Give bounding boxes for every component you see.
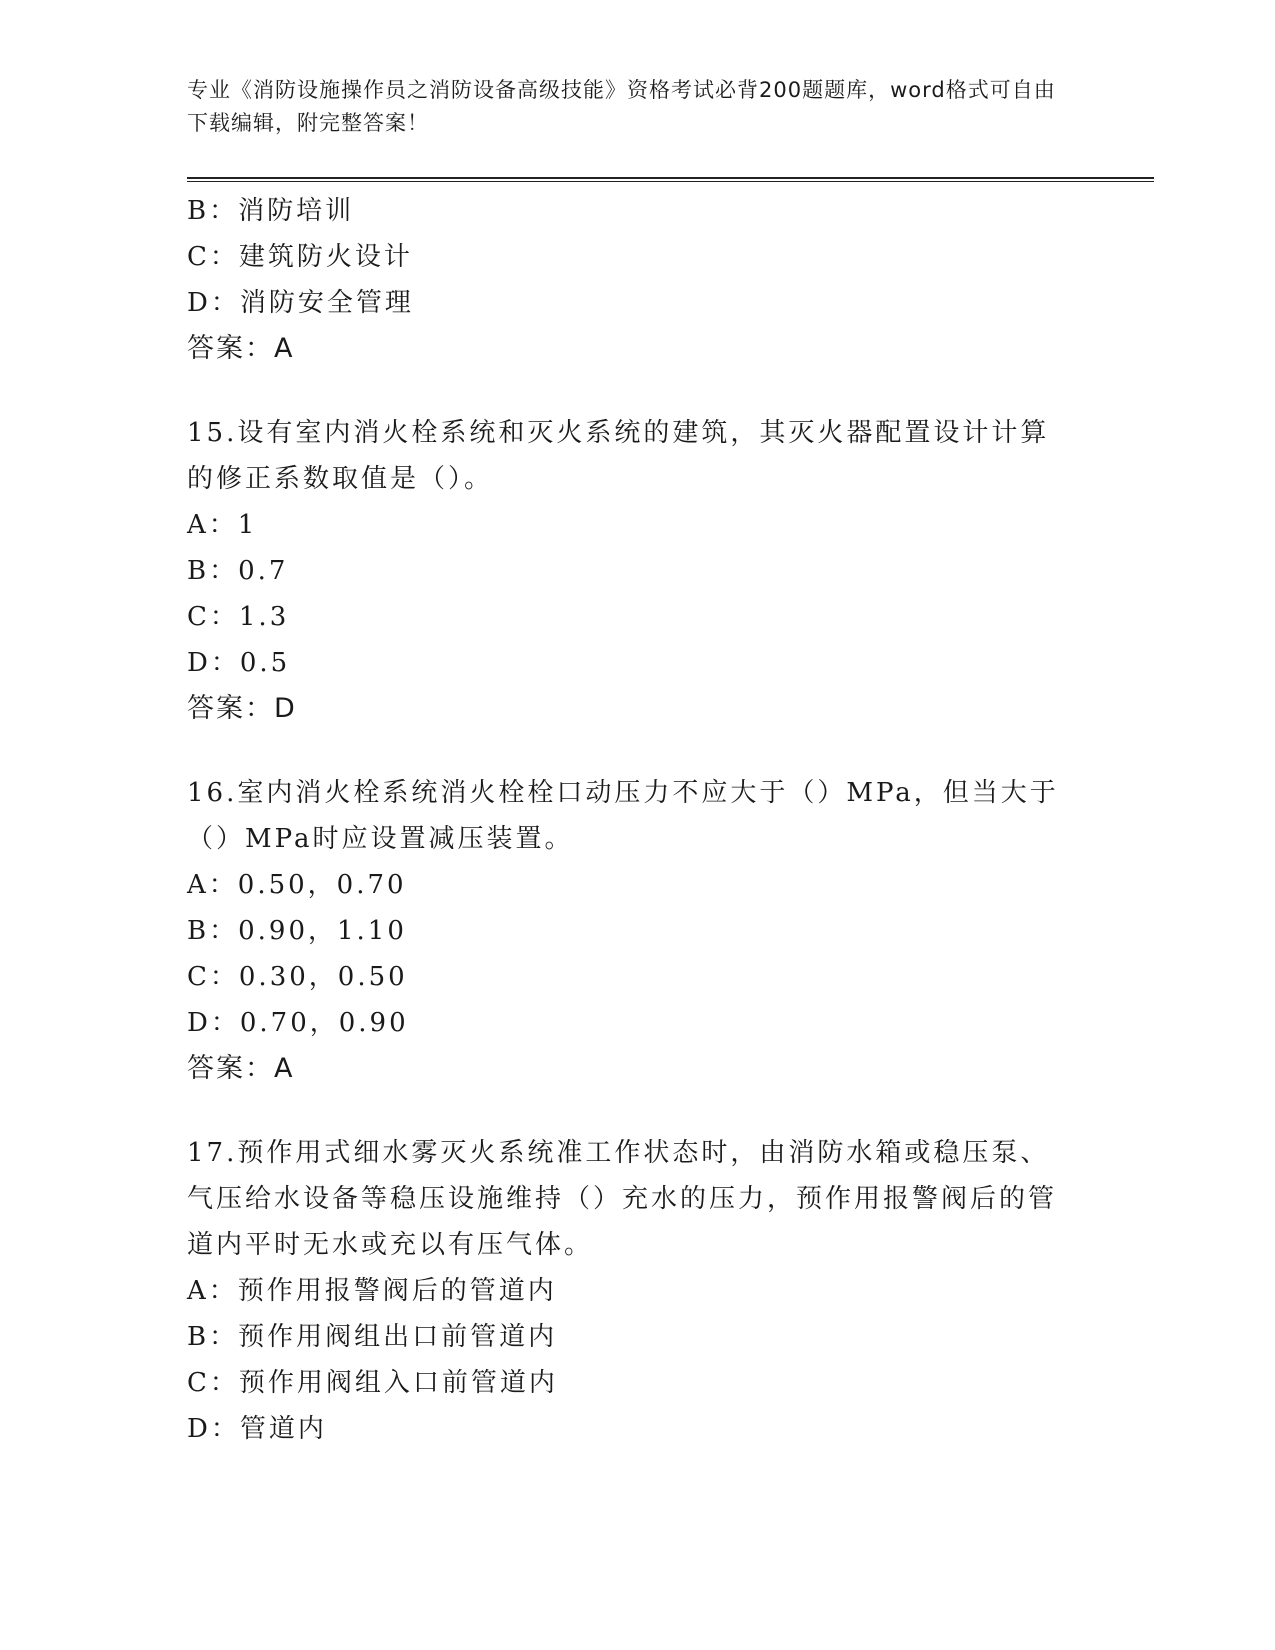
question-text: 17.预作用式细水雾灭火系统准工作状态时，由消防水箱或稳压泵、气压给水设备等稳压设施维持（）充水的压力，预作用报警阀后的管道内平时无水或充以有压气体。 (187, 1138, 1058, 1260)
option-d: D：0.5 (187, 648, 291, 678)
option-b: B：0.90，1.10 (187, 916, 407, 946)
option-c: C：预作用阀组入口前管道内 (187, 1368, 558, 1398)
answer-line: 答案：A (187, 333, 295, 364)
question-text: 16.室内消火栓系统消火栓栓口动压力不应大于（）MPa，但当大于（）MPa时应设置减压装置。 (187, 778, 1059, 854)
header-divider-thin (187, 181, 1154, 182)
option-b: B：预作用阀组出口前管道内 (187, 1322, 558, 1352)
option-d: D：消防安全管理 (187, 288, 414, 318)
option-a: A：0.50，0.70 (187, 870, 407, 900)
option-d: D：管道内 (187, 1414, 327, 1444)
question-text: 15.设有室内消火栓系统和灭火系统的建筑，其灭火器配置设计计算的修正系数取值是（）。 (187, 418, 1050, 494)
question-16 (187, 770, 1087, 1092)
option-c: C：0.30，0.50 (187, 962, 408, 992)
question-15 (187, 410, 1087, 732)
option-b: B：消防培训 (187, 196, 355, 226)
answer-line: 答案：A (187, 1053, 295, 1084)
option-a: A：1 (187, 510, 258, 540)
answer-line: 答案：D (187, 693, 297, 724)
header-divider-thick (187, 177, 1154, 179)
option-b: B：0.7 (187, 556, 289, 586)
document-body (187, 188, 1087, 1452)
option-d: D：0.70，0.90 (187, 1008, 409, 1038)
option-a: A：预作用报警阀后的管道内 (187, 1276, 557, 1306)
question-17 (187, 1130, 1087, 1452)
document-header: 专业《消防设施操作员之消防设备高级技能》资格考试必背200题题库，word格式可自由下载编辑，附完整答案！ (187, 78, 1056, 135)
option-c: C：建筑防火设计 (187, 242, 413, 272)
option-c: C：1.3 (187, 602, 290, 632)
prev-question-block (187, 188, 1087, 372)
